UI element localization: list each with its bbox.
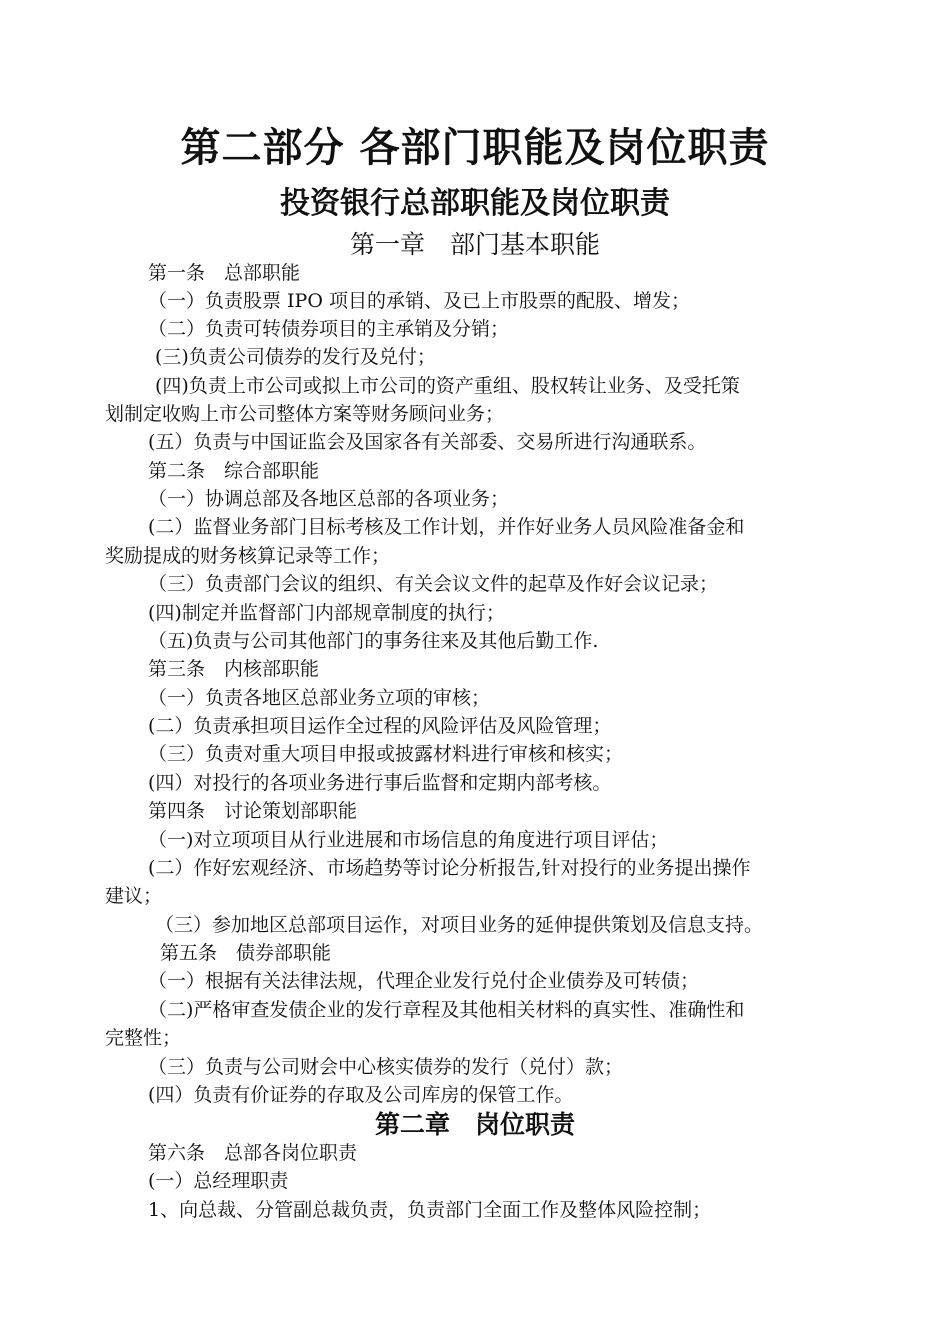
- text-line: (五）负责与中国证监会及国家各有关部委、交易所进行沟通联系。: [148, 431, 707, 453]
- text-line: （三）负责与公司财会中心核实债券的发行（兑付）款；: [148, 1056, 624, 1078]
- text-line: 划制定收购上市公司整体方案等财务顾问业务；: [105, 403, 505, 425]
- article-heading: 第二条 综合部职能: [148, 460, 320, 482]
- chapter-heading: 第一章 部门基本职能: [349, 230, 600, 259]
- text-line: （三）参加地区总部项目运作，对项目业务的延伸提供策划及信息支持。: [155, 914, 764, 936]
- text-line: 1、向总裁、分管副总裁负责，负责部门全面工作及整体风险控制；: [148, 1199, 712, 1221]
- text-line: （一）根据有关法律法规，代理企业发行兑付企业债券及可转债；: [148, 970, 700, 992]
- text-line: （三）负责部门会议的组织、有关会议文件的起草及作好会议记录；: [148, 573, 719, 595]
- text-line: （一）协调总部及各地区总部的各项业务；: [148, 488, 510, 510]
- text-line: (二）负责承担项目运作全过程的风险评估及风险管理；: [148, 715, 612, 737]
- article-heading: 第三条 内核部职能: [148, 658, 320, 680]
- text-line: 建议；: [105, 885, 163, 907]
- text-line: (二）作好宏观经济、市场趋势等讨论分析报告,针对投行的业务提出操作: [148, 857, 751, 879]
- text-line: （一)对立项项目从行业进展和市场信息的角度进行项目评估；: [148, 829, 669, 851]
- text-line: （三）负责对重大项目申报或披露材料进行审核和核实；: [148, 743, 624, 765]
- text-line: (四）负责有价证券的存取及公司库房的保管工作。: [148, 1084, 574, 1106]
- text-line: (四)制定并监督部门内部规章制度的执行；: [148, 602, 505, 624]
- text-line: 奖励提成的财务核算记录等工作；: [105, 545, 391, 567]
- page-title: 第二部分 各部门职能及岗位职责: [180, 125, 770, 171]
- article-heading: 第六条 总部各岗位职责: [148, 1142, 358, 1164]
- text-line: （二)严格审查发债企业的发行章程及其他相关材料的真实性、准确性和: [148, 999, 745, 1021]
- text-line: (四)负责上市公司或拟上市公司的资产重组、股权转让业务、及受托策: [155, 375, 740, 397]
- chapter-heading: 第二章 岗位职责: [374, 1110, 575, 1139]
- text-line: （二）负责可转债券项目的主承销及分销；: [148, 318, 510, 340]
- text-line: (四）对投行的各项业务进行事后监督和定期内部考核。: [148, 772, 612, 794]
- text-line: (三)负责公司债券的发行及兑付；: [155, 346, 436, 368]
- text-line: 完整性；: [105, 1027, 182, 1049]
- article-heading: 第四条 讨论策划部职能: [148, 800, 358, 822]
- text-line: （一）负责各地区总部业务立项的审核；: [148, 687, 491, 709]
- article-heading: 第五条 债券部职能: [160, 942, 332, 964]
- text-line: （五)负责与公司其他部门的事务往来及其他后勤工作.: [148, 630, 599, 652]
- text-line: (一）总经理职责: [148, 1170, 289, 1192]
- text-line: (二）监督业务部门目标考核及工作计划，并作好业务人员风险准备金和: [148, 516, 745, 538]
- text-line: （一）负责股票 IPO 项目的承销、及已上市股票的配股、增发；: [148, 290, 690, 312]
- page-subtitle: 投资银行总部职能及岗位职责: [280, 186, 670, 221]
- article-heading: 第一条 总部职能: [148, 262, 301, 284]
